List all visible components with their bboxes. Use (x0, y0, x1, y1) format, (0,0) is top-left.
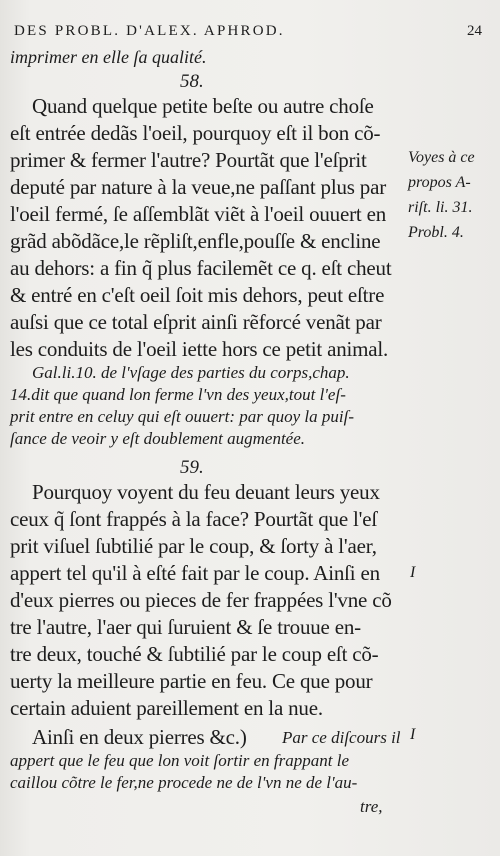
body-line: prit viſuel ſubtilié par le coup, & ſorty à l'aer, (10, 534, 377, 558)
body-line: eſt entrée dedãs l'oeil, pourquoy eſt il bon cõ- (10, 121, 381, 145)
margin-note: riſt. li. 31. (408, 199, 473, 216)
body-line: les conduits de l'oeil iette hors ce petit animal. (10, 337, 389, 361)
body-line: & entré en c'eſt oeil ſoit mis dehors, peut eſtre (10, 283, 385, 307)
body-line: certain aduient pareillement en la nue. (10, 696, 323, 720)
section-number: 59. (180, 457, 204, 478)
margin-mark: I (410, 564, 416, 581)
margin-mark: I (410, 726, 416, 743)
body-line: appert tel qu'il à eſté fait par le coup. Ainſi en (10, 561, 380, 585)
body-line: d'eux pierres ou pieces de fer frappées l'vne cõ (10, 588, 392, 612)
commentary-line: tre, (360, 797, 383, 816)
page-number: 24 (467, 23, 482, 39)
body-line: au dehors: a fin q̃ plus facilemẽt ce q. eſt cheut (10, 256, 392, 280)
commentary-line: prit entre en celuy qui eſt ouuert: par quoy la puiſ- (10, 407, 355, 426)
commentary-line: 14.dit que quand lon ferme l'vn des yeux,tout l'eſ- (10, 385, 346, 404)
body-line: ceux q̃ ſont frappés à la face? Pourtãt que l'eſ (10, 507, 377, 531)
commentary-line: caillou cõtre le fer,ne procede ne de l'vn ne de l'au- (10, 773, 358, 792)
continuation-line: imprimer en elle ſa qualité. (10, 47, 207, 67)
body-line: Quand quelque petite beſte ou autre choſe (32, 94, 374, 118)
body-line: auſsi que ce total eſprit ainſi rẽforcé venãt par (10, 310, 382, 334)
commentary-line: Par ce diſcours il (282, 728, 401, 747)
body-line: Ainſi en deux pierres &c.) (32, 725, 247, 749)
margin-note: propos A- (408, 174, 471, 191)
body-line: l'oeil fermé, ſe aſſemblãt viẽt à l'oeil ouuert en (10, 202, 386, 226)
body-line: uerty la meilleure partie en feu. Ce que pour (10, 669, 373, 693)
running-title: DES PROBL. D'ALEX. APHROD. (14, 23, 285, 39)
body-line: tre deux, touché & ſubtilié par le coup eſt cõ- (10, 642, 379, 666)
commentary-line: appert que le feu que lon voit ſortir en frappant le (10, 751, 350, 770)
body-line: tre l'autre, l'aer qui ſuruient & ſe trouue en- (10, 615, 361, 639)
commentary-line: ſance de veoir y eſt doublement augmentée. (10, 429, 306, 448)
margin-note: Probl. 4. (408, 224, 464, 241)
margin-note: Voyes à ce (408, 149, 475, 166)
body-line: deputé par nature à la veue,ne paſſant plus par (10, 175, 387, 199)
body-line: Pourquoy voyent du feu deuant leurs yeux (32, 480, 380, 504)
body-line: grãd abõdãce,le rẽpliſt,enfle,pouſſe & encline (10, 229, 381, 253)
body-line: primer & fermer l'autre? Pourtãt que l'eſprit (10, 148, 367, 172)
section-number: 58. (180, 71, 204, 92)
commentary-line: Gal.li.10. de l'vſage des parties du corps,chap. (32, 363, 350, 382)
